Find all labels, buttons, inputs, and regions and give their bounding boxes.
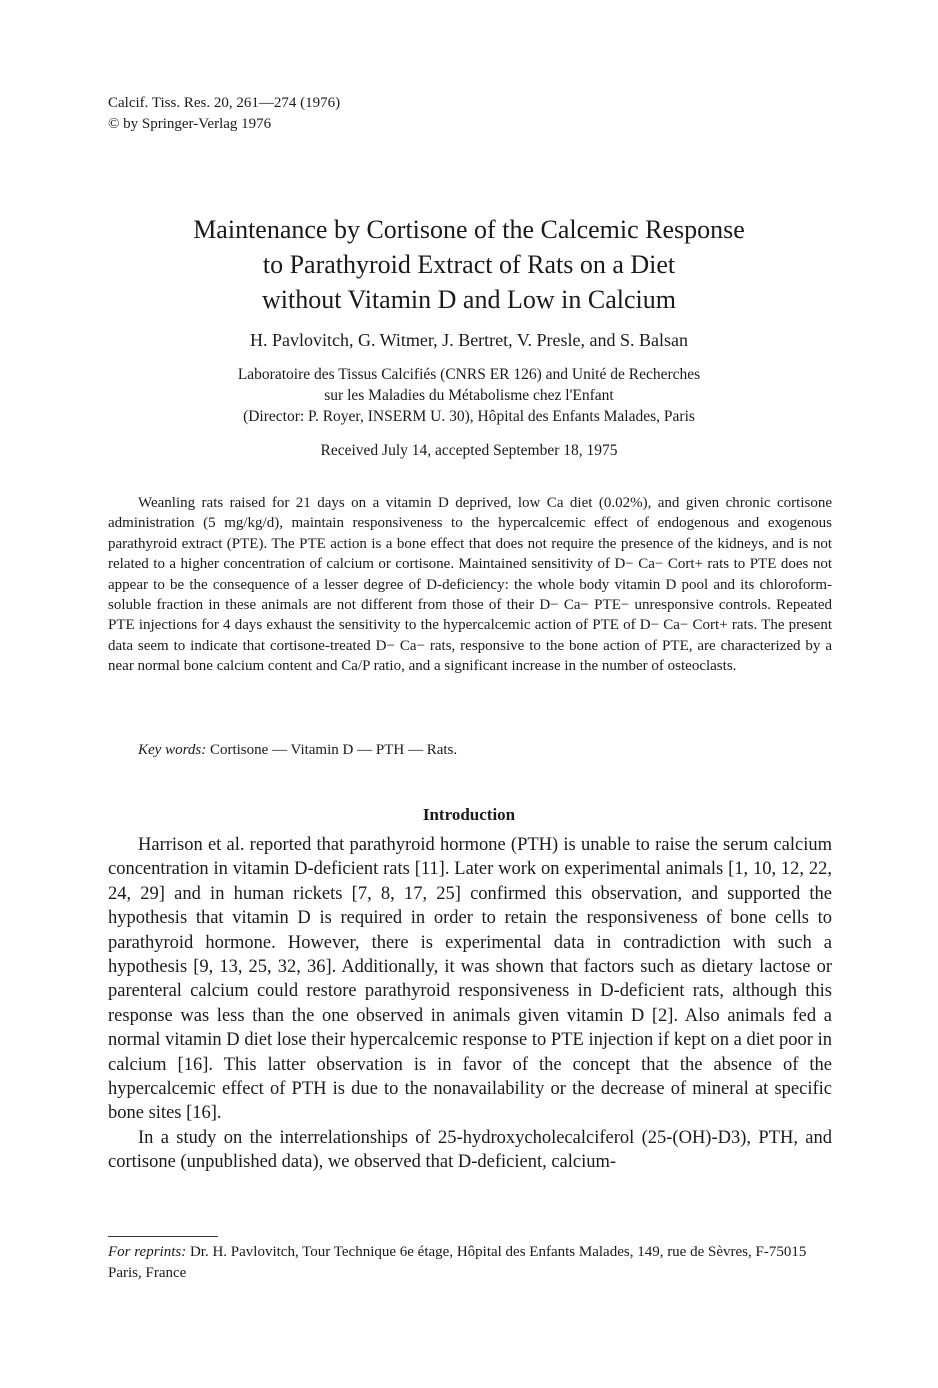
paper-title <box>100 212 838 317</box>
keywords <box>138 742 457 759</box>
introduction-paragraph-1: Harrison et al. reported that parathyroid hormone (PTH) is unable to raise the serum calcium concentration in vitamin D-deficient rats [11]. Later work on experimental animals [1, 10, 12, 22, 24, 29] and in human rickets [7, 8, 17, 25] confirmed this observation, and supported the hypothesis that vitamin D is required in order to retain the responsiveness of bone cells to parathyroid hormone. However, there is experimental data in contradiction with such a hypothesis [9, 13, 25, 32, 36]. Additionally, it was shown that factors such as dietary lactose or parenteral calcium could restore parathyroid responsiveness in D-deficient rats, although this response was less than the one observed in animals given vitamin D [2]. Also animals fed a normal vitamin D diet lose their hypercalcemic response to PTE injection if kept on a diet poor in calcium [16]. This latter observation is in favor of the concept that the absence of the hypercalcemic effect of PTH is due to the nonavailability or the decrease of mineral at specific bone sites [16]. <box>108 835 832 1124</box>
introduction-body <box>108 833 832 1175</box>
footnote-label: For reprints: <box>108 1244 187 1260</box>
section-heading-introduction: Introduction <box>422 805 516 824</box>
journal-header <box>108 93 340 135</box>
affiliation-line-2: sur les Maladies du Métabolisme chez l'Enfant <box>324 387 614 404</box>
keywords-text: Cortisone — Vitamin D — PTH — Rats. <box>209 742 458 758</box>
received-date: Received July 14, accepted September 18, 1975 <box>320 442 618 459</box>
introduction-paragraph-2: In a study on the interrelationships of 25-hydroxycholecalciferol (25-(OH)-D3), PTH, and cortisone (unpublished data), we observed that D-deficient, calcium- <box>108 1127 832 1173</box>
keywords-label: Key words: <box>138 742 207 758</box>
footnote <box>108 1242 832 1284</box>
author-list: H. Pavlovitch, G. Witmer, J. Bertret, V. Presle, and S. Balsan <box>249 330 688 350</box>
affiliation <box>100 364 838 427</box>
footnote-divider <box>108 1236 218 1237</box>
footnote-text: Dr. H. Pavlovitch, Tour Technique 6e étage, Hôpital des Enfants Malades, 149, rue de Sèvres, F-75015 Paris, France <box>108 1244 807 1281</box>
abstract: Weanling rats raised for 21 days on a vitamin D deprived, low Ca diet (0.02%), and given chronic cortisone administration (5 mg/kg/d), maintain responsiveness to the hypercalcemic effect of endogenous and exogenous parathyroid extract (PTE). The PTE action is a bone effect that does not require the presence of the kidneys, and is not related to a higher concentration of calcium or cortisone. Maintained sensitivity of D− Ca− Cort+ rats to PTE does not appear to be the consequence of a lesser degree of D-deficiency: the whole body vitamin D pool and its chloroform-soluble fraction in these animals are not different from those of their D− Ca− PTE− unresponsive controls. Repeated PTE injections for 4 days exhaust the sensitivity to the hypercalcemic action of PTE of D− Ca− Cort+ rats. The present data seem to indicate that cortisone-treated D− Ca− rats, responsive to the bone action of PTE, are characterized by a near normal bone calcium content and Ca/P ratio, and a significant increase in the number of osteoclasts. <box>108 495 832 675</box>
title-line-3: without Vitamin D and Low in Calcium <box>262 285 676 314</box>
affiliation-line-3: (Director: P. Royer, INSERM U. 30), Hôpital des Enfants Malades, Paris <box>243 408 695 425</box>
copyright-notice: © by Springer-Verlag 1976 <box>108 116 272 132</box>
journal-citation: Calcif. Tiss. Res. 20, 261—274 (1976) <box>108 95 341 111</box>
title-line-2: to Parathyroid Extract of Rats on a Diet <box>262 250 676 279</box>
affiliation-line-1: Laboratoire des Tissus Calcifiés (CNRS ER 126) and Unité de Recherches <box>237 366 701 383</box>
title-line-1: Maintenance by Cortisone of the Calcemic Response <box>193 215 745 244</box>
